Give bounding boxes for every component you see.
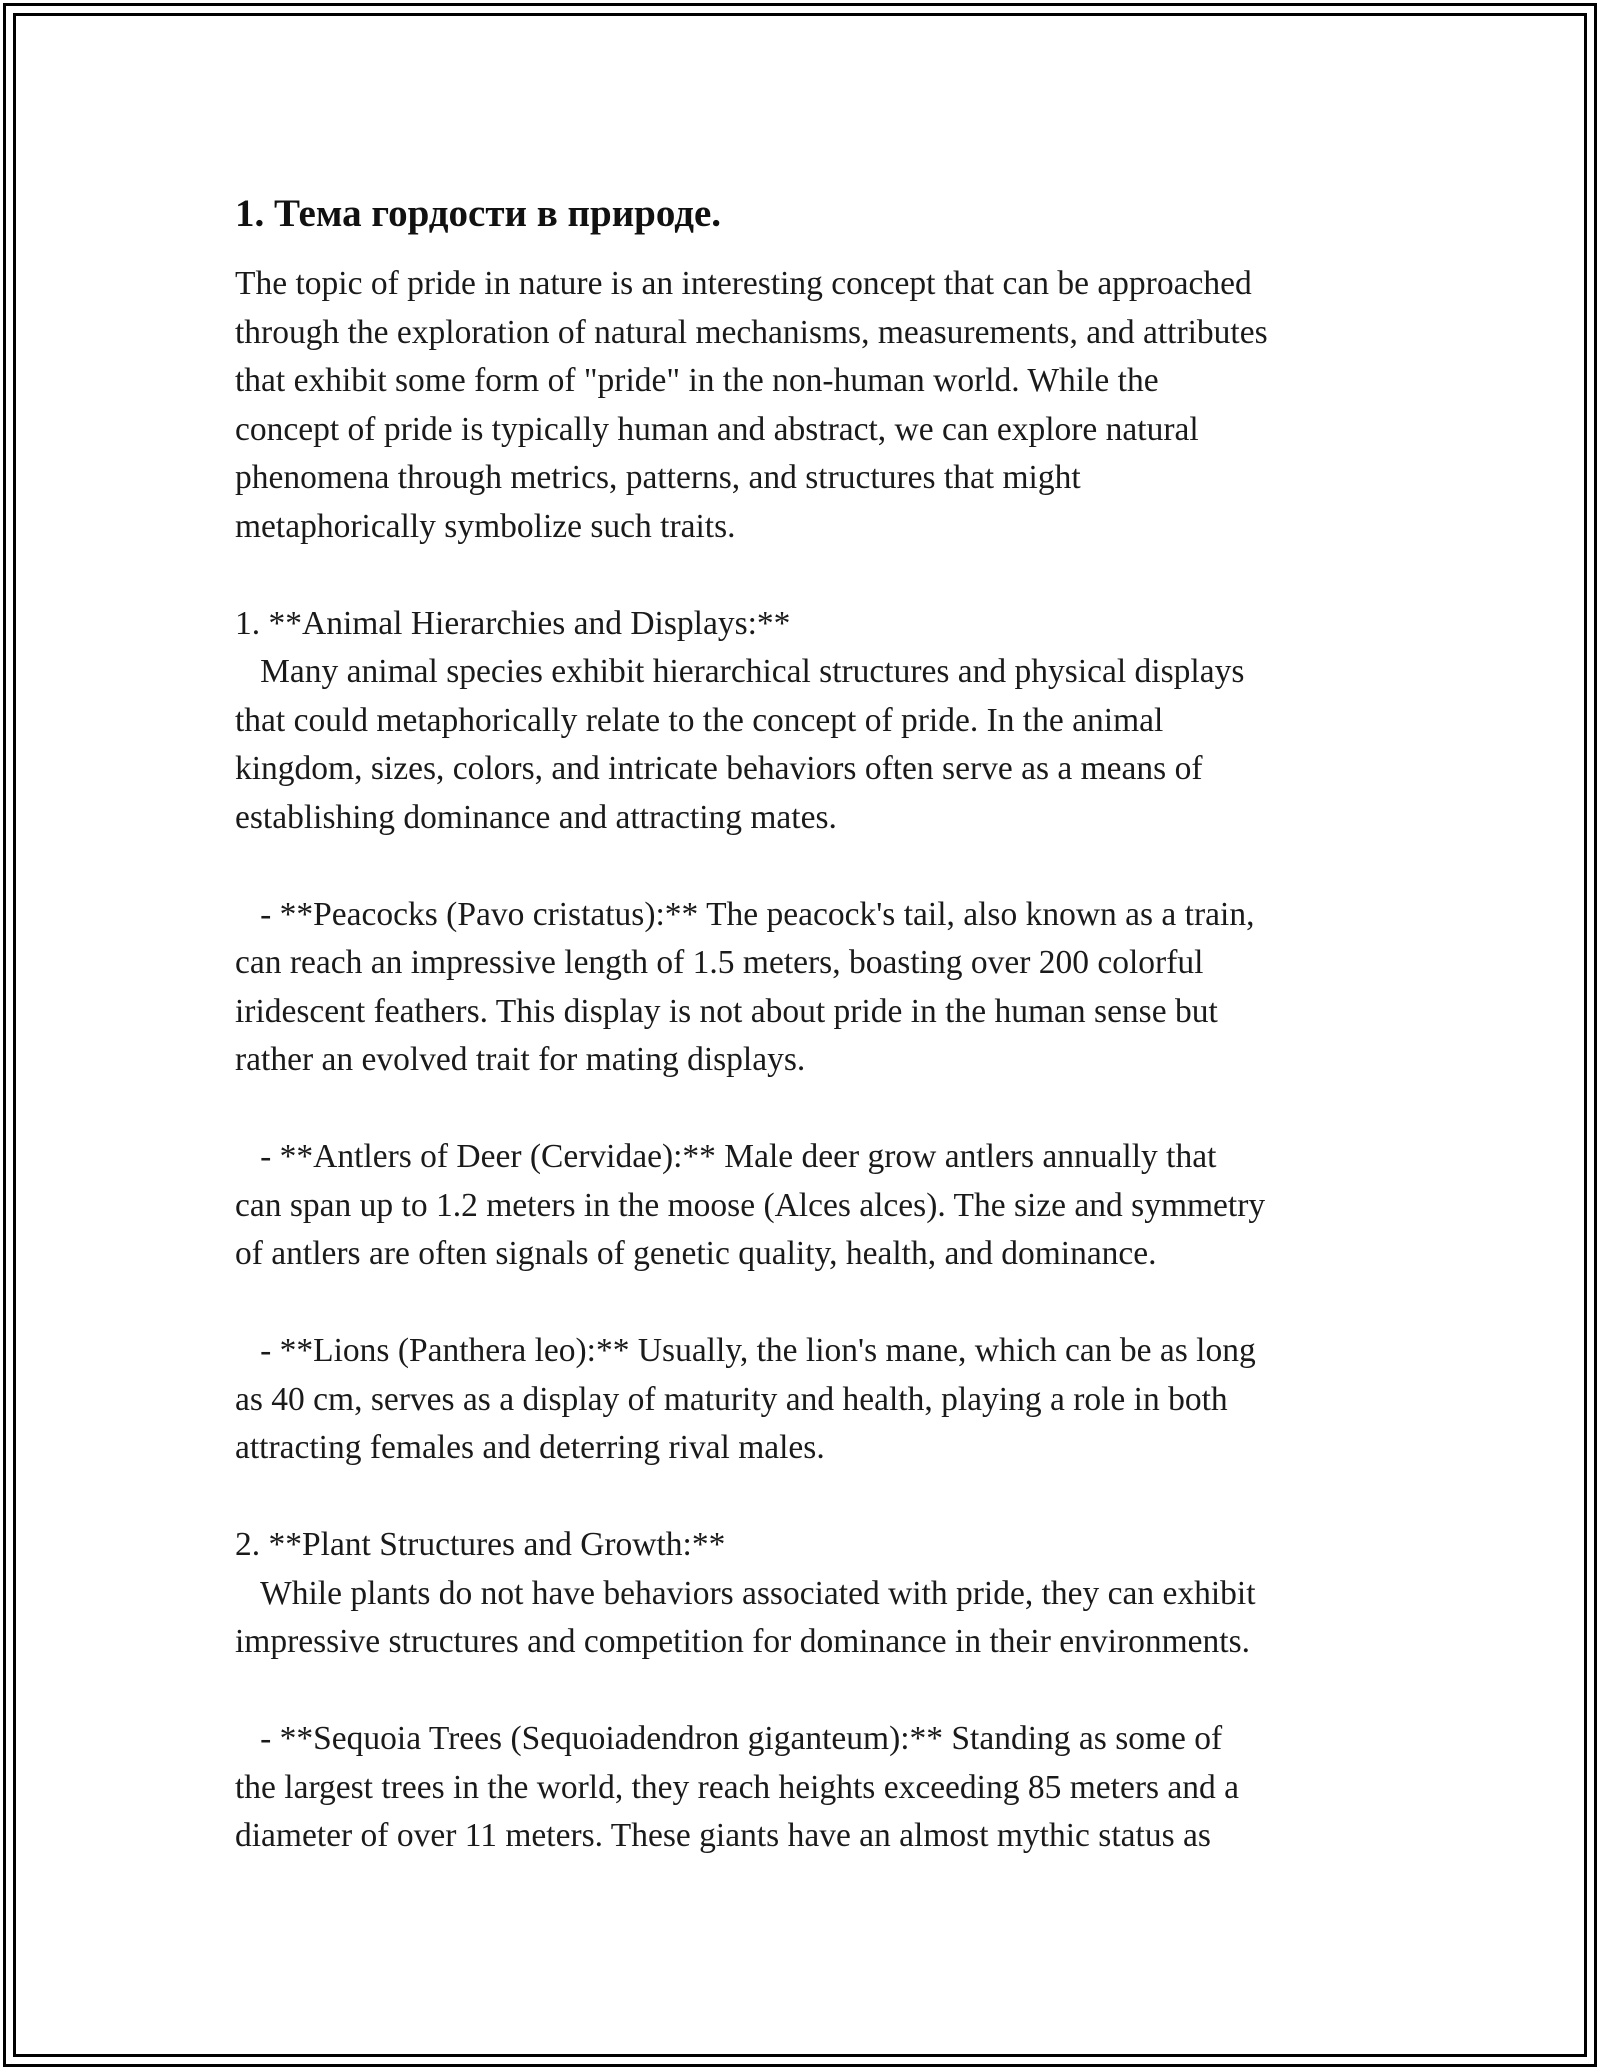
document-heading: 1. Тема гордости в природе.	[235, 192, 722, 235]
document-body: The topic of pride in nature is an interesting concept that can be approached through the exploration of natural mechanisms, measurements, and attributes that exhibit some form of "pride" in the non-human world. While the concept of pride is typically human and abstract, we can explore natural phenomena through metrics, patterns, and structures that might metaphorically symbolize such traits. 1. **Animal Hierarchies and Displays:** Many animal species exhibit hierarchical structures and physical displays that could metaphorically relate to the concept of pride. In the animal kingdom, sizes, colors, and intricate behaviors often serve as a means of establishing dominance and attracting mates. - **Peacocks (Pavo cristatus):** The peacock's tail, also known as a train, can reach an impressive length of 1.5 meters, boasting over 200 colorful iridescent feathers. This display is not about pride in the human sense but rather an evolved trait for mating displays. - **Antlers of Deer (Cervidae):** Male deer grow antlers annually that can span up to 1.2 meters in the moose (Alces alces). The size and symmetry of antlers are often signals of genetic quality, health, and dominance. - **Lions (Panthera leo):** Usually, the lion's mane, which can be as long as 40 cm, serves as a display of maturity and health, playing a role in both attracting females and deterring rival males. 2. **Plant Structures and Growth:** While plants do not have behaviors associated with pride, they can exhibit impressive structures and competition for dominance in their environments. - **Sequoia Trees (Sequoiadendron giganteum):** Standing as some of the largest trees in the world, they reach heights exceeding 85 meters and a diameter of over 11 meters. These giants have an almost mythic status as	[235, 265, 1268, 1854]
document-page	[235, 190, 1380, 1861]
